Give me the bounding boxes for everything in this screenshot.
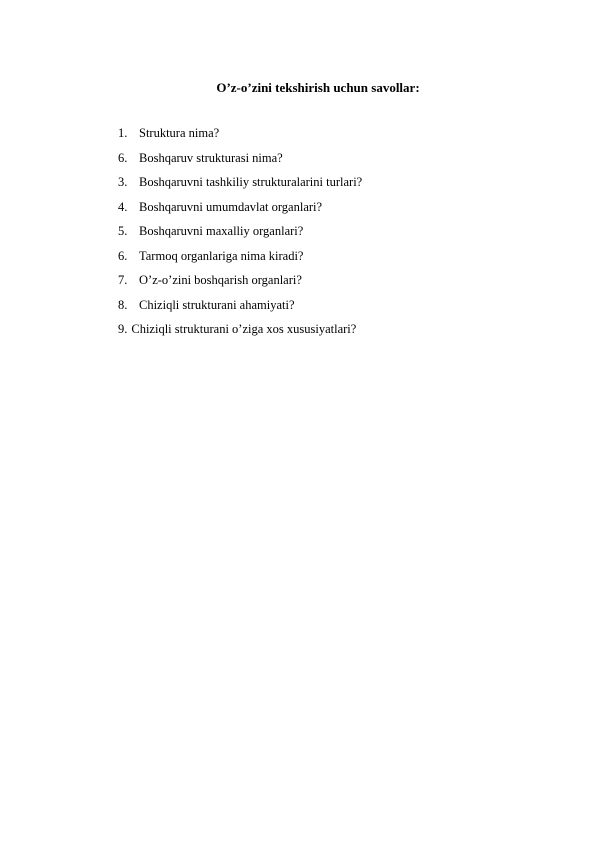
list-item — [118, 125, 362, 150]
item-number: 8. — [118, 297, 128, 312]
item-text: Boshqaruvni umumdavlat organlari? — [139, 199, 323, 214]
question-list — [118, 125, 362, 346]
list-item — [118, 223, 362, 248]
list-item — [118, 150, 362, 175]
item-number: 1. — [118, 126, 128, 140]
list-item — [118, 297, 362, 322]
list-item — [118, 272, 362, 297]
item-number: 3. — [118, 175, 128, 189]
item-text: O’z-o’zini boshqarish organlari? — [139, 273, 302, 287]
item-text: Chiziqli strukturani ahamiyati? — [139, 297, 295, 312]
item-number: 7. — [118, 273, 128, 287]
page-title: O’z-o’zini tekshirish uchun savollar: — [216, 80, 420, 95]
item-text: Struktura nima? — [139, 126, 220, 140]
item-text: Boshqaruvni maxalliy organlari? — [139, 224, 304, 238]
item-text: Boshqaruv strukturasi nima? — [139, 150, 283, 165]
item-number: 9. — [118, 322, 128, 336]
item-number: 6. — [118, 150, 128, 165]
list-item — [118, 321, 362, 346]
item-text: Boshqaruvni tashkiliy strukturalarini turlari? — [139, 175, 363, 189]
item-text: Chiziqli strukturani o’ziga xos xususiyatlari? — [131, 322, 357, 336]
item-number: 5. — [118, 224, 128, 238]
list-item — [118, 174, 362, 199]
list-item — [118, 199, 362, 224]
item-number: 4. — [118, 199, 128, 214]
item-number: 6. — [118, 248, 128, 263]
item-text: Tarmoq organlariga nima kiradi? — [139, 248, 304, 263]
list-item — [118, 248, 362, 273]
